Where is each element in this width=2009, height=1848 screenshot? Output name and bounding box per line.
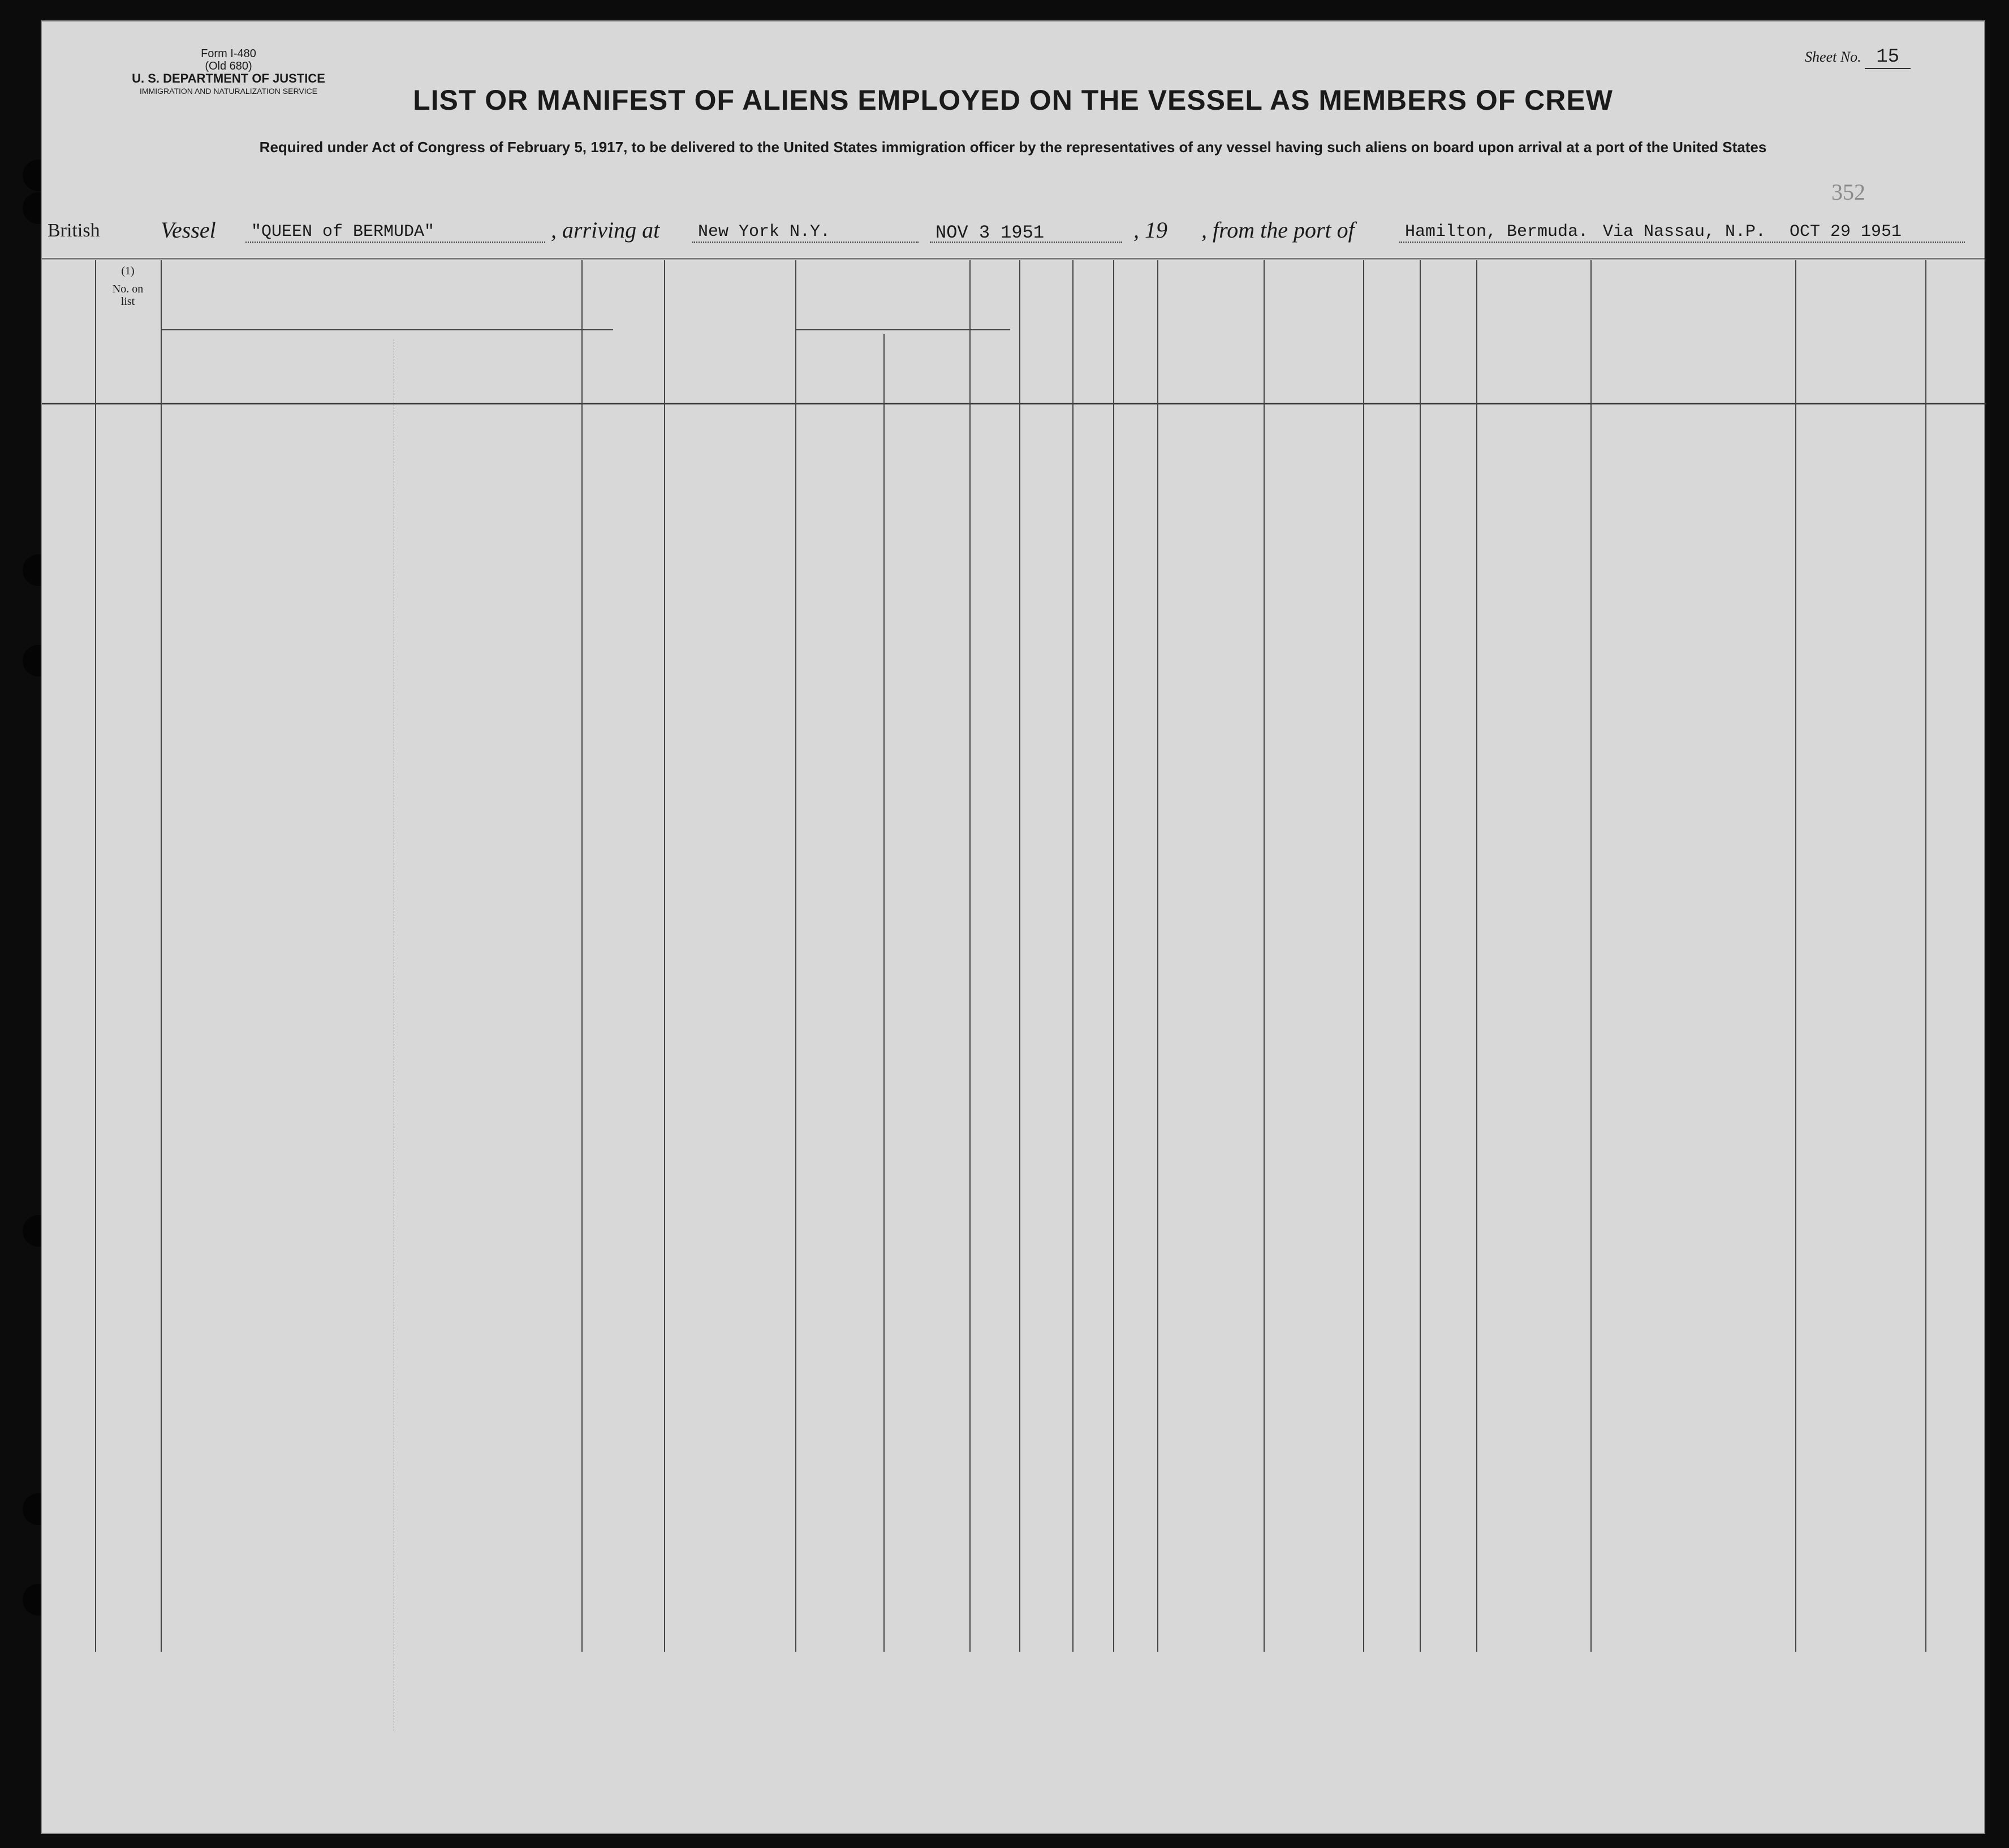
col-divider <box>1019 260 1020 1652</box>
via-port: Via Nassau, N.P. <box>1603 222 1766 242</box>
col-divider <box>795 260 796 1652</box>
col-divider <box>1113 260 1114 1652</box>
col-divider <box>1363 260 1364 1652</box>
col-divider <box>1420 260 1421 1652</box>
vessel-flag: British <box>48 220 100 241</box>
vessel-underline <box>245 242 545 243</box>
page-subtitle: Required under Act of Congress of February 5, 1917, to be delivered to the United States immigration officer by the representatives of any vessel having such aliens on board upon arrival at a port of the United States <box>259 139 1767 156</box>
from-label: , from the port of <box>1201 217 1355 243</box>
form-number: Form I-480 <box>201 48 256 60</box>
col-divider <box>581 260 583 1652</box>
col-divider <box>1925 260 1926 1652</box>
departure-port: Hamilton, Bermuda. <box>1405 222 1589 242</box>
vessel-name: "QUEEN of BERMUDA" <box>251 222 435 242</box>
crew-table <box>42 258 1986 1649</box>
manifest-sheet <box>41 20 1985 1834</box>
col-divider <box>1072 260 1074 1652</box>
col-divider <box>95 260 96 1652</box>
department-name: U. S. DEPARTMENT OF JUSTICE <box>132 71 325 85</box>
port-underline <box>692 242 919 243</box>
col-divider <box>969 260 971 1652</box>
col-divider <box>883 334 885 1652</box>
sheet-number <box>1805 46 1911 68</box>
departure-date: OCT 29 1951 <box>1790 222 1902 242</box>
vessel-line <box>48 217 1971 251</box>
col-header-no: (1) No. on list <box>112 265 144 308</box>
arriving-label: , arriving at <box>551 217 660 243</box>
form-old-number: (Old 680) <box>205 60 252 72</box>
stamp-number: 352 <box>1831 179 1865 205</box>
col-divider <box>664 260 665 1652</box>
col-divider <box>1476 260 1477 1652</box>
sheet-number-value: 15 <box>1865 46 1911 69</box>
col-divider <box>1264 260 1265 1652</box>
col-divider <box>1590 260 1592 1652</box>
page-title: LIST OR MANIFEST OF ALIENS EMPLOYED ON THE VESSEL AS MEMBERS OF CREW <box>413 84 1613 116</box>
arrival-port: New York N.Y. <box>698 222 831 242</box>
name-divider <box>161 329 613 330</box>
header-divider <box>42 403 1986 404</box>
from-underline <box>1399 242 1965 243</box>
col-divider <box>1795 260 1796 1652</box>
vessel-label: Vessel <box>161 217 216 243</box>
shipped-divider <box>795 329 1010 330</box>
sheet-number-label: Sheet No. <box>1805 49 1861 65</box>
col-divider <box>161 260 162 1652</box>
col-divider <box>1157 260 1158 1652</box>
year-label: , 19 <box>1133 217 1167 243</box>
date-underline <box>930 242 1122 243</box>
arrival-date: NOV 3 1951 <box>935 222 1045 243</box>
service-name: IMMIGRATION AND NATURALIZATION SERVICE <box>140 87 317 96</box>
